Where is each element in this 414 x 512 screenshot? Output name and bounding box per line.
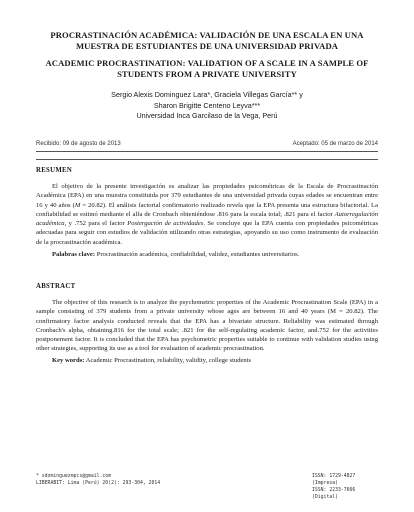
resumen-text-m: M xyxy=(74,201,81,209)
accepted-date: Aceptado: 05 de marzo de 2014 xyxy=(292,141,378,147)
abstract-heading: ABSTRACT xyxy=(36,283,76,290)
abstract-paragraph: The objective of this research is to analyze the psychometric properties of the Academic Procrastination Scale (EPA) in a sample consisting of 379 students from a private university whose ages are between 16 and 40 years (M = 20.82). The confirmatory factor analysis conducted reveals that the EPA has a bivariate structure. Reliability was estimated through Cronbach's alpha, obtaining.816 for the total scale; .821 for the self-regulating academic factor, and.752 for the activities postponement factor. It is concluded that the EPA has psychometric properties suitable to continue with validation studies using other strategies, supporting its use as a tool for evaluation of academic procrastination. xyxy=(36,299,378,353)
resumen-keywords-label: Palabras clave: xyxy=(52,251,96,258)
authors-line-2: Sharon Brigitte Centeno Leyva*** xyxy=(153,100,261,110)
divider-bottom xyxy=(36,159,378,160)
author-block xyxy=(60,90,354,122)
title-spanish: PROCRASTINACIÓN ACADÉMICA: VALIDACIÓN DE UNA ESCALA EN UNA MUESTRA DE ESTUDIANTES DE UNA UNIVERSIDAD PRIVADA xyxy=(50,30,364,51)
abstract-keywords-label: Key words: xyxy=(52,357,85,364)
resumen-heading: RESUMEN xyxy=(36,167,73,174)
resumen-text-d: . Se concluye que la EPA cuenta con propiedades psicométricas adecuadas para seguir con estudios de validación utilizando otras estrategias, apoyando su uso como instrumento de evaluación de la procrastinación académica. xyxy=(36,220,379,246)
footer-issn-print: ISSN: 1729-4827 (Impresa) xyxy=(312,474,356,486)
footer-left xyxy=(36,473,160,487)
footer-right xyxy=(312,473,378,501)
abstract-keywords-text: Academic Procrastination, reliability, validity, college students xyxy=(84,357,252,364)
resumen-paragraph xyxy=(36,182,378,247)
resumen-text-c: , y .752 para el factor xyxy=(64,220,128,228)
resumen-text-a: El objetivo de la presente investigación es analizar las propiedades psicométricas de la Escala de Procrastinación Académica (EPA) en una muestra constituida por 379 estudiantes de una universidad privada cuyas edades se encuentran entre 16 y 40 años ( xyxy=(36,183,378,209)
footer-email: * sdominguezmpcs@gmail.com xyxy=(36,474,112,479)
abstract-keywords xyxy=(52,356,378,365)
resumen-factor-2: Postergación de actividades xyxy=(127,220,204,228)
received-date: Recibido: 09 de agosto de 2013 xyxy=(36,141,121,147)
footer-issn-digital: ISSN: 2233-7666 (Digital) xyxy=(312,488,356,500)
resumen-text-b: = 20.82). El análisis factorial confirmatorio realizado revela que la EPA presenta una estructura bifactorial. La confiabilidad se estimó mediante el alfa de Cronbach obteniéndose .816 para la escala total; .821 para el factor xyxy=(36,201,378,218)
footer-citation: LIBERABIT: Lima (Perú) 20(2): 293-304, 2014 xyxy=(36,481,161,486)
resumen-keywords-text: Procrastinación académica, confiabilidad, validez, estudiantes universitarios. xyxy=(95,251,300,258)
divider-top xyxy=(36,151,378,152)
resumen-factor-1: Autorregulación académica xyxy=(36,210,378,228)
author-affiliation: Universidad Inca Garcilaso de la Vega, Perú xyxy=(136,111,278,120)
authors-line-1: Sergio Alexis Dominguez Lara*, Graciela Villegas García** y xyxy=(111,90,303,99)
resumen-keywords xyxy=(52,250,378,259)
title-english: ACADEMIC PROCRASTINATION: VALIDATION OF A SCALE IN A SAMPLE OF STUDENTS FROM A PRIVATE UNIVERSITY xyxy=(45,58,369,79)
